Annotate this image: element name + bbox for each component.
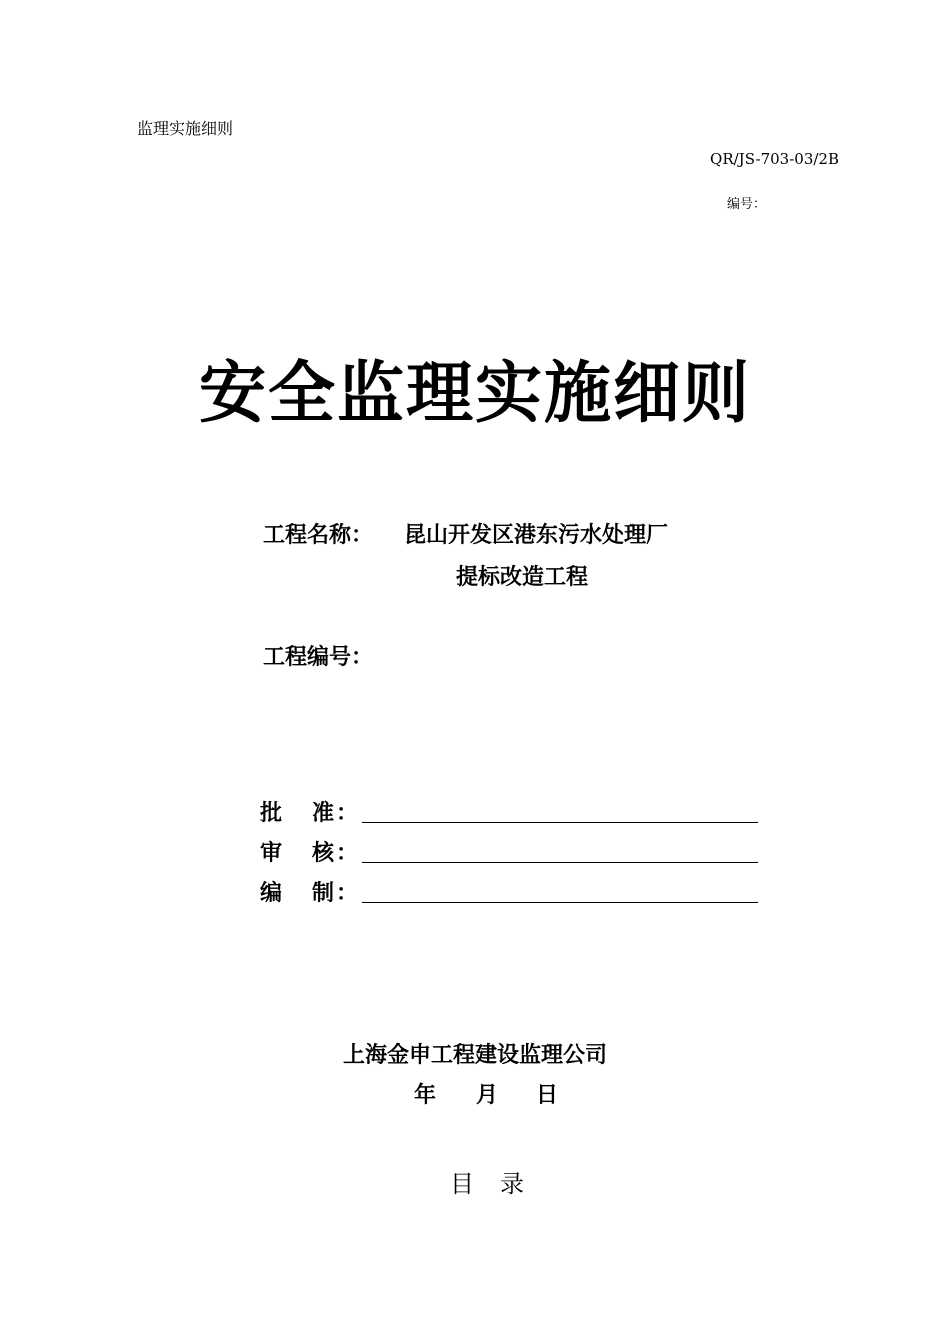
date-day-label: 日 (536, 1083, 559, 1108)
compile-row (260, 876, 760, 908)
toc-char1: 目 (450, 1170, 474, 1198)
compile-signature-line[interactable] (362, 902, 758, 903)
table-of-contents-heading (450, 1164, 540, 1196)
project-name-label: 工程名称： (263, 523, 374, 548)
date-year-label: 年 (414, 1083, 437, 1108)
page-title: 安全监理实施细则 (199, 354, 751, 432)
project-number-label: 工程编号： (263, 645, 374, 670)
running-header: 监理实施细则 (137, 119, 234, 138)
date-month-label: 月 (476, 1083, 499, 1108)
date-row (414, 1078, 564, 1108)
review-row (260, 836, 760, 868)
document-code: QR/JS-703-03/2B (710, 150, 839, 168)
approve-label-char2: 准 (312, 801, 335, 826)
compile-label-colon: ： (336, 881, 359, 906)
project-name-line1: 昆山开发区港东污水处理厂 (404, 523, 669, 548)
project-name-line2: 提标改造工程 (456, 565, 589, 590)
approve-signature-line[interactable] (362, 822, 758, 823)
review-signature-line[interactable] (362, 862, 758, 863)
company-name: 上海金申工程建设监理公司 (342, 1043, 607, 1068)
review-label-char1: 审 (260, 841, 283, 866)
approve-label-char1: 批 (260, 801, 283, 826)
document-number-label: 编号： (727, 197, 767, 212)
review-label-colon: ： (336, 841, 359, 866)
compile-label-char1: 编 (260, 881, 283, 906)
compile-label-char2: 制 (312, 881, 335, 906)
toc-char2: 录 (500, 1170, 524, 1198)
approve-row (260, 796, 760, 828)
approve-label-colon: ： (336, 801, 359, 826)
review-label-char2: 核 (312, 841, 335, 866)
